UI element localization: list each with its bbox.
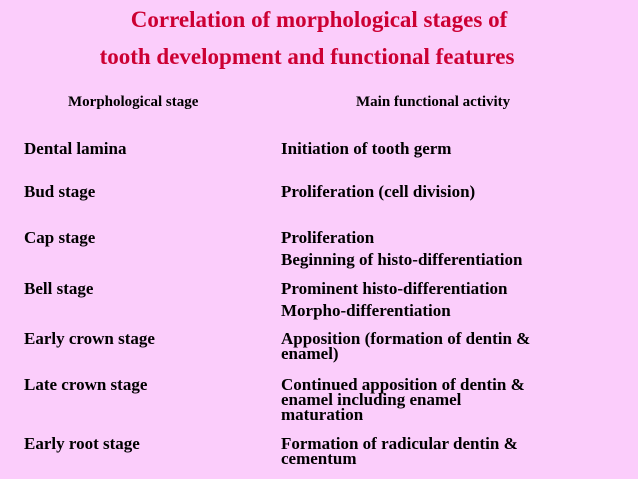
function-early-crown	[281, 331, 530, 361]
function-dental-lamina	[281, 138, 451, 160]
function-line: cementum	[281, 449, 357, 468]
function-line: enamel)	[281, 344, 339, 363]
function-line: maturation	[281, 405, 364, 424]
function-bud	[281, 181, 475, 203]
function-line: Initiation of tooth germ	[281, 139, 452, 158]
function-bell	[281, 278, 508, 322]
stage-late-crown: Late crown stage	[24, 375, 148, 394]
function-late-crown	[281, 377, 525, 422]
column-header-main-functional-activity: Main functional activity	[356, 94, 511, 110]
stage-early-crown: Early crown stage	[24, 329, 155, 348]
function-line: Apposition (formation of dentin &	[281, 329, 531, 348]
function-line: Continued apposition of dentin &	[281, 375, 525, 394]
stage-bell: Bell stage	[24, 279, 94, 298]
column-header-morphological-stage: Morphological stage	[68, 94, 199, 110]
function-line: enamel including enamel	[281, 390, 462, 409]
function-line: Formation of radicular dentin &	[281, 434, 518, 453]
function-line: Prominent histo-differentiation	[281, 279, 508, 298]
function-early-root	[281, 436, 518, 466]
function-line: Proliferation (cell division)	[281, 182, 476, 201]
slide-title-line-1: Correlation of morphological stages of	[130, 7, 508, 32]
function-line: Morpho-differentiation	[281, 301, 451, 320]
stage-early-root: Early root stage	[24, 434, 140, 453]
function-cap	[281, 227, 522, 271]
stage-dental-lamina: Dental lamina	[24, 139, 127, 158]
function-line: Beginning of histo-differentiation	[281, 250, 523, 269]
function-line: Proliferation	[281, 228, 375, 247]
stage-cap: Cap stage	[24, 228, 96, 247]
slide-title-line-2: tooth development and functional features	[99, 44, 515, 69]
stage-bud: Bud stage	[24, 182, 96, 201]
